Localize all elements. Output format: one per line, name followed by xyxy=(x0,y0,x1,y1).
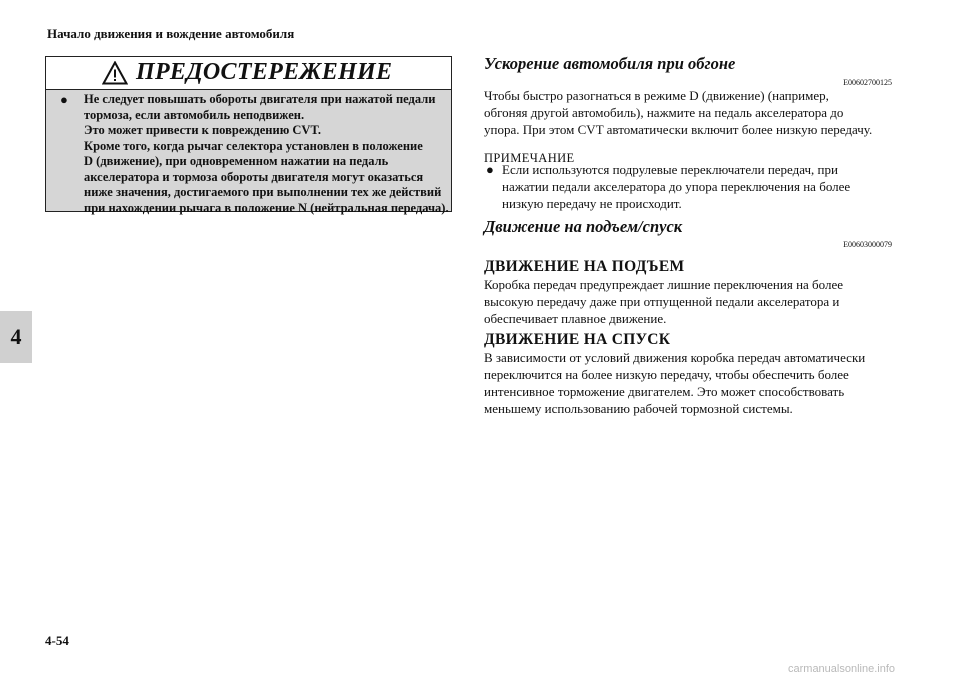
paragraph-line: упора. При этом CVT автоматически включит более низкую передачу. xyxy=(484,122,873,137)
chapter-number: 4 xyxy=(10,324,22,349)
note-item xyxy=(486,161,850,212)
bullet-icon: ● xyxy=(60,92,68,107)
running-head: Начало движения и вождение автомобиля xyxy=(47,26,295,41)
page-number: 4-54 xyxy=(45,633,69,648)
warning-line: при нахождении рычага в положение N (нейтральная передача). xyxy=(84,200,449,215)
warning-body xyxy=(60,92,449,216)
section-code: E00603000079 xyxy=(843,240,892,249)
paragraph-line: Коробка передач предупреждает лишние переключения на более xyxy=(484,277,844,292)
section-paragraph xyxy=(484,87,872,138)
paragraph-line: Чтобы быстро разогнаться в режиме D (движение) (например, xyxy=(484,88,829,103)
paragraph-line: В зависимости от условий движения коробка передач автоматически xyxy=(484,350,866,365)
paragraph-line: переключится на более низкую передачу, чтобы обеспечить более xyxy=(484,367,849,382)
warning-line: Не следует повышать обороты двигателя при нажатой педали xyxy=(84,92,436,106)
warning-title: ПРЕДОСТЕРЕЖЕНИЕ xyxy=(136,59,393,85)
bullet-icon: ● xyxy=(486,162,494,177)
chapter-tab xyxy=(0,311,32,363)
warning-box xyxy=(45,56,452,215)
warning-line: Кроме того, когда рычаг селектора установлен в положение xyxy=(84,138,423,153)
watermark: carmanualsonline.info xyxy=(788,663,896,675)
note-label: ПРИМЕЧАНИЕ xyxy=(484,151,575,165)
note-line: нажатии педали акселератора до упора переключения на более xyxy=(502,179,851,194)
note-line: Если используются подрулевые переключатели передач, при xyxy=(502,162,838,177)
section-title-overtaking: Ускорение автомобиля при обгоне xyxy=(484,54,736,73)
uphill-paragraph xyxy=(484,276,843,327)
paragraph-line: меньшему использованию рабочей тормозной системы. xyxy=(484,401,793,416)
subheading-uphill: ДВИЖЕНИЕ НА ПОДЪЕМ xyxy=(484,258,685,275)
paragraph-line: интенсивное торможение двигателем. Это может способствовать xyxy=(484,384,845,399)
warning-line: тормоза, если автомобиль неподвижен. xyxy=(84,107,305,122)
warning-line: D (движение), при одновременном нажатии на педаль xyxy=(84,154,389,168)
warning-triangle-icon xyxy=(102,61,128,85)
downhill-paragraph xyxy=(484,349,865,417)
paragraph-line: обеспечивает плавное движение. xyxy=(484,311,667,326)
warning-header xyxy=(46,57,451,90)
warning-line: Это может привести к повреждению CVT. xyxy=(84,123,321,137)
warning-line: акселератора и тормоза обороты двигателя могут оказаться xyxy=(84,169,424,184)
section-title-hills: Движение на подъем/спуск xyxy=(484,217,683,236)
section-code: E00602700125 xyxy=(843,78,892,87)
note-line: низкую передачу не происходит. xyxy=(502,196,682,211)
subheading-downhill: ДВИЖЕНИЕ НА СПУСК xyxy=(484,331,671,348)
warning-item xyxy=(60,92,449,216)
warning-line: ниже значения, достигаемого при выполнении тех же действий xyxy=(84,185,442,199)
paragraph-line: обгоняя другой автомобиль), нажмите на педаль акселератора до xyxy=(484,105,844,120)
paragraph-line: высокую передачу даже при отпущенной педали акселератора и xyxy=(484,294,840,309)
